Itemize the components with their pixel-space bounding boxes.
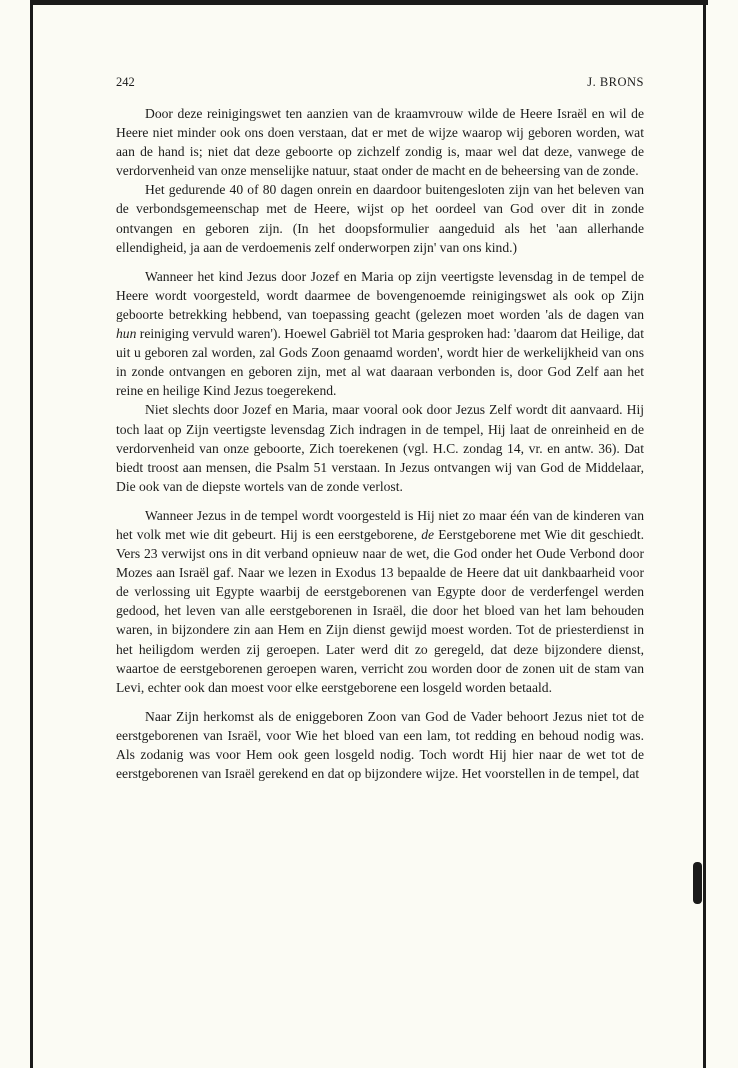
paragraph-3: Wanneer het kind Jezus door Jozef en Maria op zijn veertigste levensdag in de tempel de Heere wordt voorgesteld, wordt daarmee de bovengenoemde reinigingswet als ook op Zijn geboorte betrekking hebbend, van toepassing geacht (gelezen moet worden 'als de dagen van hun reiniging vervuld waren'). Hoewel Gabriël tot Maria gesproken had: 'daarom dat Heilige, dat uit u geboren zal worden, zal Gods Zoon genaamd worden', wordt hier de werkelijkheid van ons in zonde ontvangen en geboren zijn, met al wat daaraan verbonden is, door God Zelf aan het reine en heilige Kind Jezus toegerekend.: [116, 268, 644, 399]
paragraph-5: Wanneer Jezus in de tempel wordt voorgesteld is Hij niet zo maar één van de kinderen van het volk met wie dit gebeurt. Hij is een eerstgeborene, de Eerstgeborene met Wie dit geschiedt. Vers 23 verwijst ons in dit verband opnieuw naar de wet, die God onder het Oude Verbond door Mozes aan Israël gaf. Naar we lezen in Exodus 13 bepaalde de Heere dat uit dankbaarheid voor de verlossing uit Egypte waarbij de eerstgeborenen van Egypte door de verderfengel werden gedood, het leven van alle eerstgeborenen in Israël, die door het bloed van het lam behouden waren, in bijzondere zin aan Hem en Zijn dienst gewijd moest worden. Tot de priesterdienst in het heiligdom werden zij geroepen. Later werd dit zo geregeld, dat deze bijzondere dienst, waartoe de eerstgeborenen geroepen waren, verricht zou worden door de zonen uit de stam van Levi, echter ook dan moest voor elke eerstgeborene een losgeld worden betaald.: [116, 507, 644, 695]
paragraph-1: Door deze reinigingswet ten aanzien van de kraamvrouw wilde de Heere Israël en wil de Heere niet minder ook ons doen verstaan, dat er met de wijze waarop wij geboren worden, wat aan de hand is; niet dat deze geboorte op zichzelf zondig is, maar wel dat deze, vanwege de verdorvenheid van onze menselijke natuur, staat onder de macht en de beheersing van de zonde.: [116, 106, 644, 179]
scan-edge-right: [703, 0, 706, 1068]
italic-emphasis: de: [421, 526, 435, 542]
running-head-author: J. BRONS: [587, 75, 644, 89]
page-number: 242: [116, 75, 135, 89]
scan-edge-top: [30, 0, 708, 5]
paragraph-6: Naar Zijn herkomst als de eniggeboren Zoon van God de Vader behoort Jezus niet tot de eerstgeborenen van Israël, voor Wie het bloed van een lam, tot redding en behoud nodig was. Als zodanig was voor Hem ook geen losgeld nodig. Toch wordt Hij hier naar de wet tot de eerstgeborenen van Israël gerekend en dat op bijzondere wijze. Het voorstellen in de tempel, dat: [116, 708, 644, 782]
italic-emphasis: hun: [116, 326, 137, 342]
body-text: [116, 104, 644, 783]
ink-blot: [693, 862, 702, 904]
scan-edge-left: [30, 0, 33, 1068]
running-header: [116, 75, 644, 93]
paragraph-4: Niet slechts door Jozef en Maria, maar vooral ook door Jezus Zelf wordt dit aanvaard. Hij toch laat op Zijn veertigste levensdag Zich indragen in de tempel, Hij laat de onreinheid en de verdorvenheid van onze geboorte, Zich toerekenen (vgl. H.C. zondag 14, vr. en antw. 36). Dat biedt troost aan mensen, die Psalm 51 verstaan. In Jezus ontvangen wij van God de Middelaar, Die ook van de diepste wortels van de zonde verlost.: [116, 402, 644, 494]
paragraph-2: Het gedurende 40 of 80 dagen onrein en daardoor buitengesloten zijn van het beleven van de verbondsgemeenschap met de Heere, wijst op het oordeel van God over dit in zonde ontvangen en geboren zijn. (In het doopsformulier aangeduid als het 'aan allerhande ellendigheid, ja aan de verdoemenis zelf onderworpen zijn' van ons kind.): [116, 182, 644, 255]
